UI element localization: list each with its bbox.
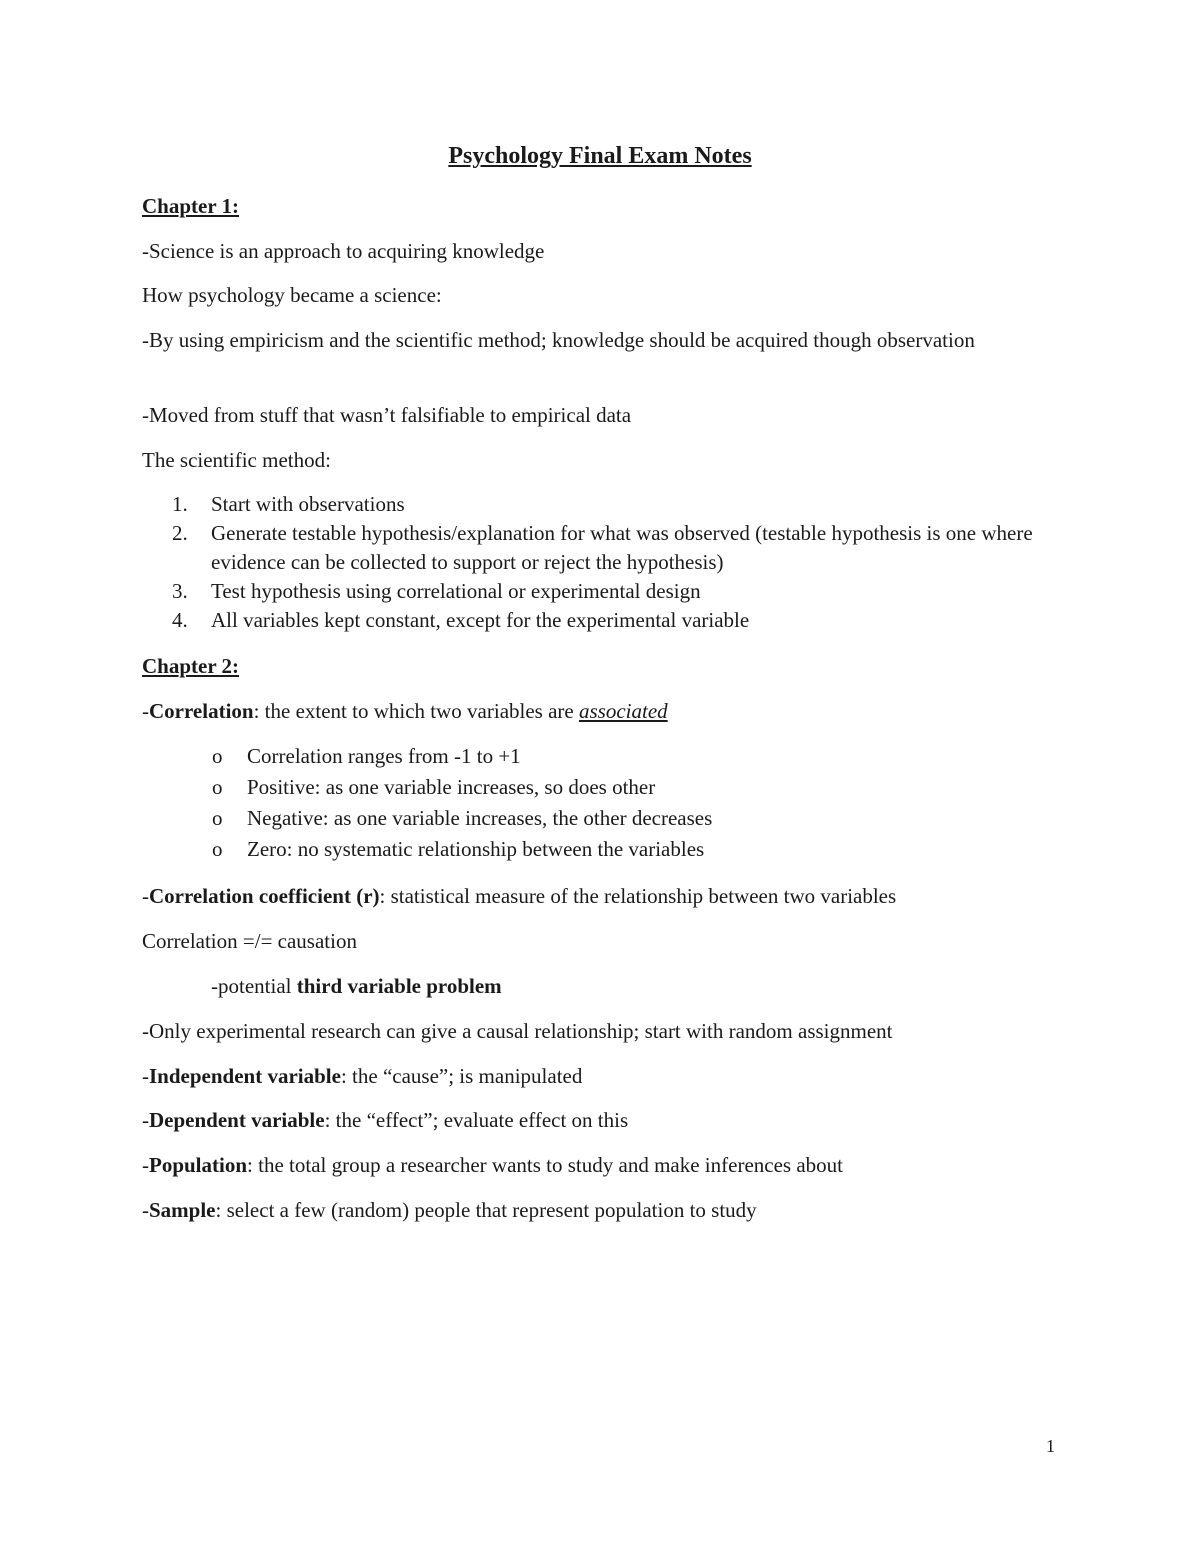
term: third variable problem	[296, 974, 502, 998]
chapter-2-heading: Chapter 2:	[142, 654, 240, 678]
paragraph: -By using empiricism and the scientific method; knowledge should be acquired though observation	[142, 328, 975, 352]
page-number: 1	[1046, 1436, 1055, 1456]
list-item: Generate testable hypothesis/explanation for what was observed (testable hypothesis is one where evidence can be collected to support or reject the hypothesis)	[211, 521, 1033, 574]
list-item: Test hypothesis using correlational or experimental design	[211, 579, 701, 603]
paragraph: How psychology became a science:	[142, 283, 442, 307]
bullet-marker: o	[212, 806, 223, 830]
document-title: Psychology Final Exam Notes	[448, 143, 752, 169]
bullet-marker: o	[212, 837, 223, 861]
definition-sample	[142, 1196, 757, 1225]
list-item: All variables kept constant, except for the experimental variable	[211, 608, 750, 632]
definition-correlation-coefficient	[142, 882, 896, 911]
prefix: -	[142, 699, 149, 723]
term: Independent variable	[149, 1064, 341, 1088]
definition-independent-variable	[142, 1062, 582, 1091]
prefix: -	[142, 1108, 149, 1132]
term: Dependent variable	[149, 1108, 325, 1132]
bullet-marker: o	[212, 744, 223, 768]
bullet-marker: o	[212, 775, 223, 799]
list-item: Zero: no systematic relationship between the variables	[247, 837, 705, 861]
chapter-1-heading: Chapter 1:	[142, 194, 240, 218]
list-item: Negative: as one variable increases, the other decreases	[247, 806, 713, 830]
paragraph: -Science is an approach to acquiring knowledge	[142, 239, 545, 263]
list-item: Start with observations	[211, 492, 405, 516]
definition-correlation	[142, 697, 668, 726]
paragraph: -Moved from stuff that wasn’t falsifiable to empirical data	[142, 403, 632, 427]
prefix: -	[142, 884, 149, 908]
prefix: -potential	[211, 974, 297, 998]
definition-text: : select a few (random) people that represent population to study	[215, 1198, 757, 1222]
term: Population	[149, 1153, 248, 1177]
definition-text: : the total group a researcher wants to study and make inferences about	[247, 1153, 843, 1177]
term: Correlation coefficient (r)	[149, 884, 380, 908]
definition-text: : statistical measure of the relationship between two variables	[379, 884, 897, 908]
list-number: 3.	[172, 579, 188, 603]
list-number: 2.	[172, 521, 188, 545]
third-variable-note	[211, 972, 502, 1001]
list-item: Correlation ranges from -1 to +1	[247, 744, 521, 768]
paragraph: Correlation =/= causation	[142, 929, 357, 953]
list-number: 1.	[172, 492, 188, 516]
prefix: -	[142, 1153, 149, 1177]
definition-population	[142, 1151, 843, 1180]
term: Sample	[149, 1198, 216, 1222]
definition-text: : the “effect”; evaluate effect on this	[324, 1108, 629, 1132]
definition-text: : the extent to which two variables are	[253, 699, 579, 723]
prefix: -	[142, 1064, 149, 1088]
paragraph: -Only experimental research can give a causal relationship; start with random assignment	[142, 1019, 893, 1043]
term: Correlation	[149, 699, 254, 723]
list-number: 4.	[172, 608, 188, 632]
definition-dependent-variable	[142, 1106, 628, 1135]
paragraph: The scientific method:	[142, 448, 331, 472]
emphasis: associated	[578, 699, 668, 723]
definition-text: : the “cause”; is manipulated	[340, 1064, 583, 1088]
prefix: -	[142, 1198, 149, 1222]
list-item: Positive: as one variable increases, so does other	[247, 775, 656, 799]
